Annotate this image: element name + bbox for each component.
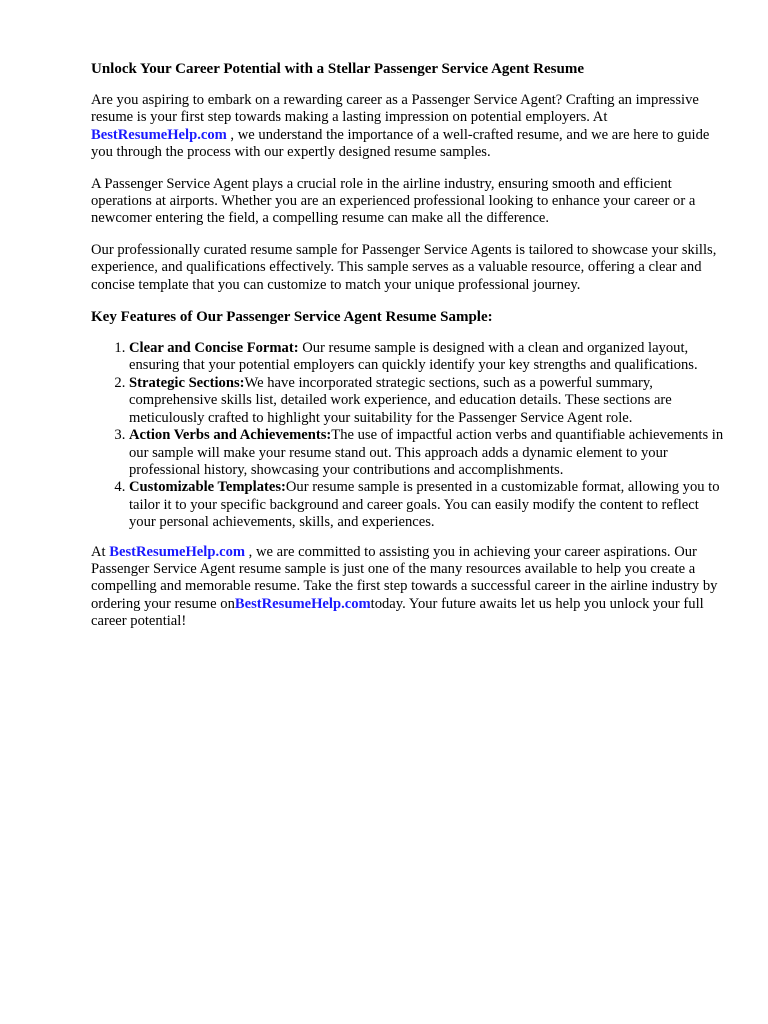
intro-paragraph [91,92,724,162]
intro-text-before: Are you aspiring to embark on a rewarding career as a Passenger Service Agent? Crafting an impressive resume is your first step towards making a lasting impression on potential employers. At [91,92,699,126]
feature-text: Our resume sample is designed with a clean and organized layout, ensuring that your potential employers can quickly identify your key strengths and qualifications. [129,340,698,374]
feature-text: The use of impactful action verbs and quantifiable achievements in our sample will make your resume stand out. This approach adds a dynamic element to your professional history, showcasing your contributions and accomplishments. [129,427,724,478]
role-paragraph: A Passenger Service Agent plays a crucial role in the airline industry, ensuring smooth and efficient operations at airports. Whether you are an experienced professional looking to enhance your career or a newcomer entering the field, a compelling resume can make all the difference. [91,175,696,227]
sample-paragraph: Our professionally curated resume sample for Passenger Service Agents is tailored to showcase your skills, experience, and qualifications effectively. This sample serves as a valuable resource, offering a clear and concise template that you can customize to match your unique professional journey. [91,241,717,293]
feature-item [129,427,724,479]
feature-item [129,375,724,427]
closing-prefix: At [91,543,110,560]
feature-label: Strategic Sections: [129,374,245,391]
closing-suffix: today. Your future awaits let us help you unlock your full career potential! [91,595,704,630]
feature-label: Action Verbs and Achievements: [129,427,332,444]
closing-link-2[interactable]: BestResumeHelp.com [234,595,371,612]
features-heading: Key Features of Our Passenger Service Agent Resume Sample: [91,309,493,326]
closing-link-1[interactable]: BestResumeHelp.com [109,543,246,560]
feature-text: Our resume sample is presented in a customizable format, allowing you to tailor it to your specific background and career goals. You can easily modify the content to reflect your personal achievements, skills, and experiences. [129,479,720,531]
feature-item [129,340,724,375]
intro-link[interactable]: BestResumeHelp.com [91,126,227,143]
feature-label: Customizable Templates: [129,479,286,496]
page-title: Unlock Your Career Potential with a Stellar Passenger Service Agent Resume [91,61,584,77]
closing-paragraph [91,544,724,631]
feature-item [129,479,724,531]
closing-middle: , we are committed to assisting you in achieving your career aspirations. Our Passenger Service Agent resume sample is just one of the many resources available to help you create a compelling and memorable resume. Take the first step towards a successful career in the airline industry by ordering your resume on [91,543,718,612]
feature-text: We have incorporated strategic sections, such as a powerful summary, comprehensive skills list, detailed work experience, and education details. These sections are meticulously crafted to highlight your suitability for the Passenger Service Agent role. [129,374,672,426]
intro-text-after: , we understand the importance of a well-crafted resume, and we are here to guide you through the process with our expertly designed resume samples. [91,126,710,161]
features-list [91,340,724,531]
feature-label: Clear and Concise Format: [129,340,299,357]
